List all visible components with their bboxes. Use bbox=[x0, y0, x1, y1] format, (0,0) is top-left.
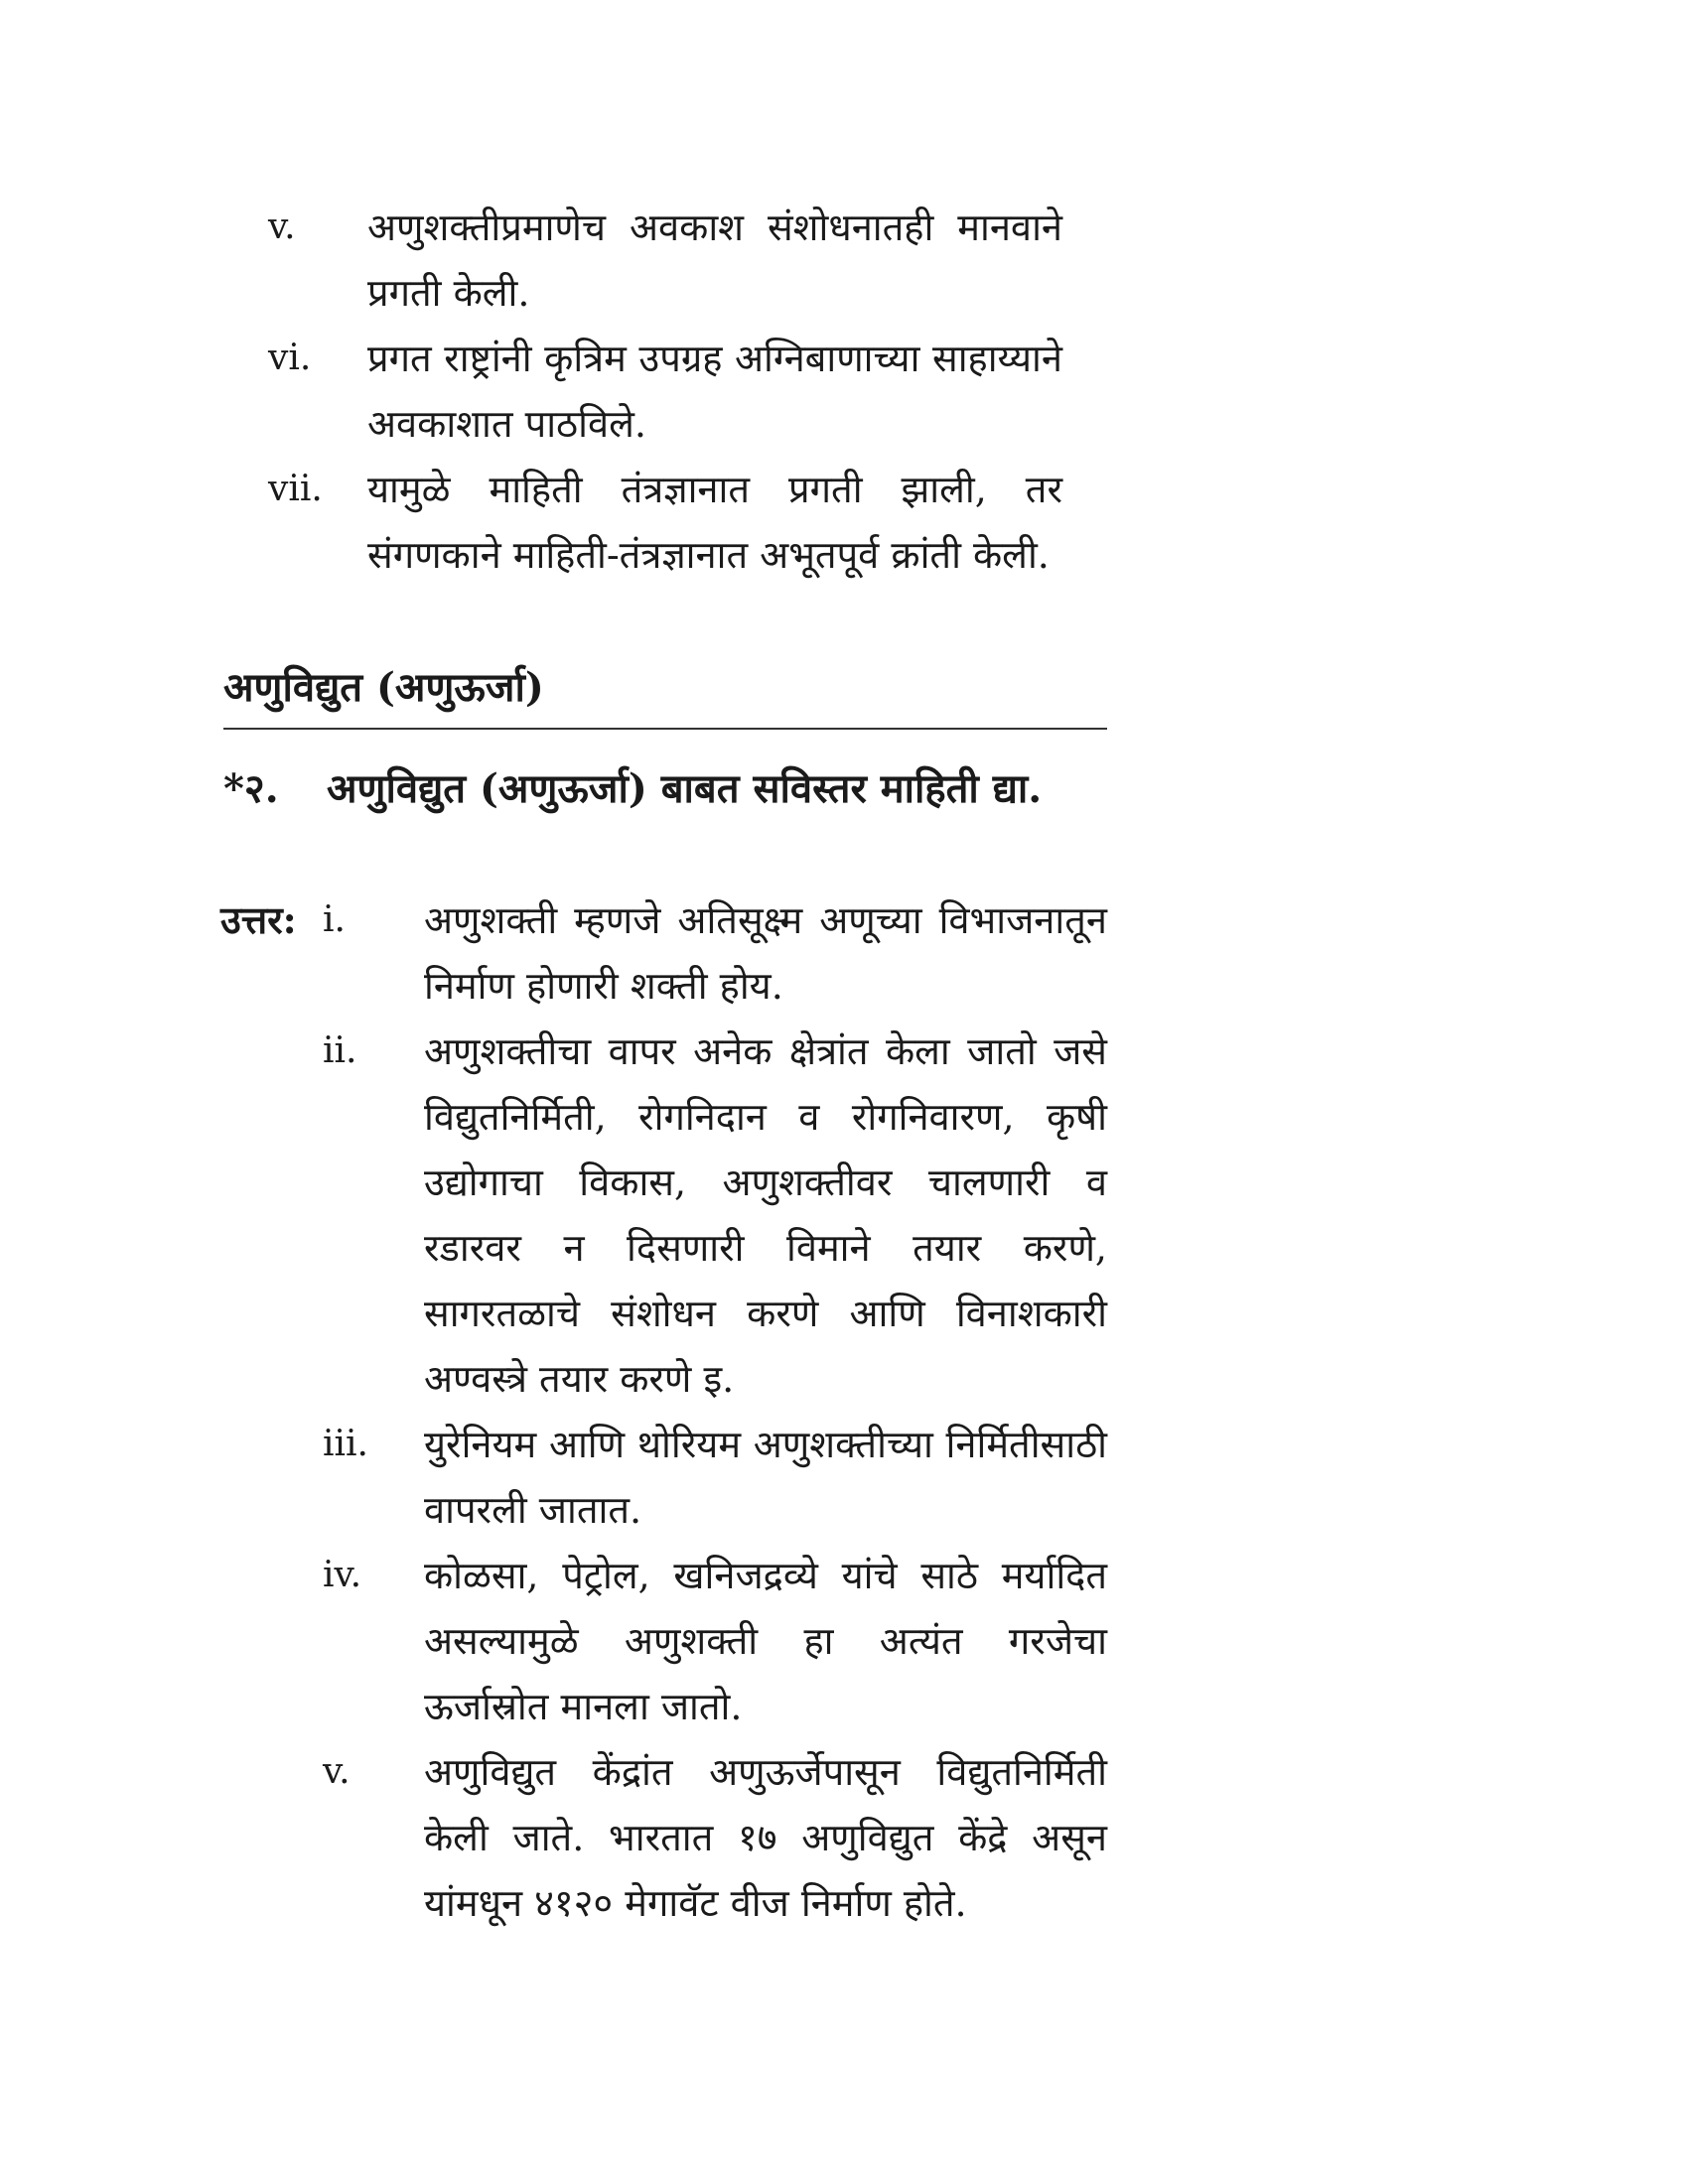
list-item bbox=[268, 326, 1062, 457]
heading-underline bbox=[223, 728, 1107, 730]
answer-item bbox=[323, 1739, 1107, 1936]
answer-item bbox=[323, 1412, 1107, 1543]
answer-item-text: अणुशक्तीचा वापर अनेक क्षेत्रांत केला जातो जसे विद्युतनिर्मिती, रोगनिदान व रोगनिवारण, कृषी उद्योगाचा विकास, अणुशक्तीवर चालणारी व रडारवर न दिसणारी विमाने तयार करणे, सागरतळाचे संशोधन करणे आणि विनाशकारी अण्वस्त्रे तयार करणे इ. bbox=[424, 1029, 1107, 1401]
answer-item bbox=[323, 1543, 1107, 1739]
answer-item-text: युरेनियम आणि थोरियम अणुशक्तीच्या निर्मितीसाठी वापरली जातात. bbox=[424, 1423, 1107, 1532]
list-item-text: प्रगत राष्ट्रांनी कृत्रिम उपग्रह अग्निबाणाच्या साहाय्याने अवकाशात पाठविले. bbox=[367, 337, 1062, 446]
answer-item-number: iii. bbox=[323, 1424, 368, 1464]
list-item bbox=[268, 195, 1062, 326]
answer-item-number: v. bbox=[323, 1751, 351, 1792]
answer-label: उत्तर: bbox=[220, 897, 297, 942]
answer-item-text: कोळसा, पेट्रोल, खनिजद्रव्ये यांचे साठे मर्यादित असल्यामुळे अणुशक्ती हा अत्यंत गरजेचा ऊर्जास्रोत मानला जातो. bbox=[424, 1554, 1107, 1728]
list-item-text: यामुळे माहिती तंत्रज्ञानात प्रगती झाली, तर संगणकाने माहिती-तंत्रज्ञानात अभूतपूर्व क्रांती केली. bbox=[367, 468, 1062, 577]
answer-item-number: ii. bbox=[323, 1030, 357, 1071]
question-number: *२. bbox=[223, 765, 279, 812]
answer-item bbox=[323, 887, 1107, 1019]
answer-item-number: i. bbox=[323, 899, 346, 940]
question-text: अणुविद्युत (अणुऊर्जा) बाबत सविस्तर माहिती द्या. bbox=[327, 765, 1043, 812]
list-item-number: vi. bbox=[268, 338, 312, 378]
list-item bbox=[268, 457, 1062, 588]
list-item-number: v. bbox=[268, 206, 296, 247]
answer-item-number: iv. bbox=[323, 1555, 362, 1595]
answer-item bbox=[323, 1019, 1107, 1412]
question bbox=[223, 756, 1107, 822]
answer-item-text: अणुशक्ती म्हणजे अतिसूक्ष्म अणूच्या विभाजनातून निर्माण होणारी शक्ती होय. bbox=[424, 898, 1107, 1008]
list-item-text: अणुशक्तीप्रमाणेच अवकाश संशोधनातही मानवाने प्रगती केली. bbox=[367, 205, 1062, 315]
section-heading: अणुविद्युत (अणुऊर्जा) bbox=[223, 664, 544, 711]
answer-item-text: अणुविद्युत केंद्रांत अणुऊर्जेपासून विद्युतनिर्मिती केली जाते. भारतात १७ अणुविद्युत केंद्रे असून यांमधून ४१२० मेगावॅट वीज निर्माण होते. bbox=[424, 1750, 1107, 1925]
list-item-number: vii. bbox=[268, 469, 323, 509]
